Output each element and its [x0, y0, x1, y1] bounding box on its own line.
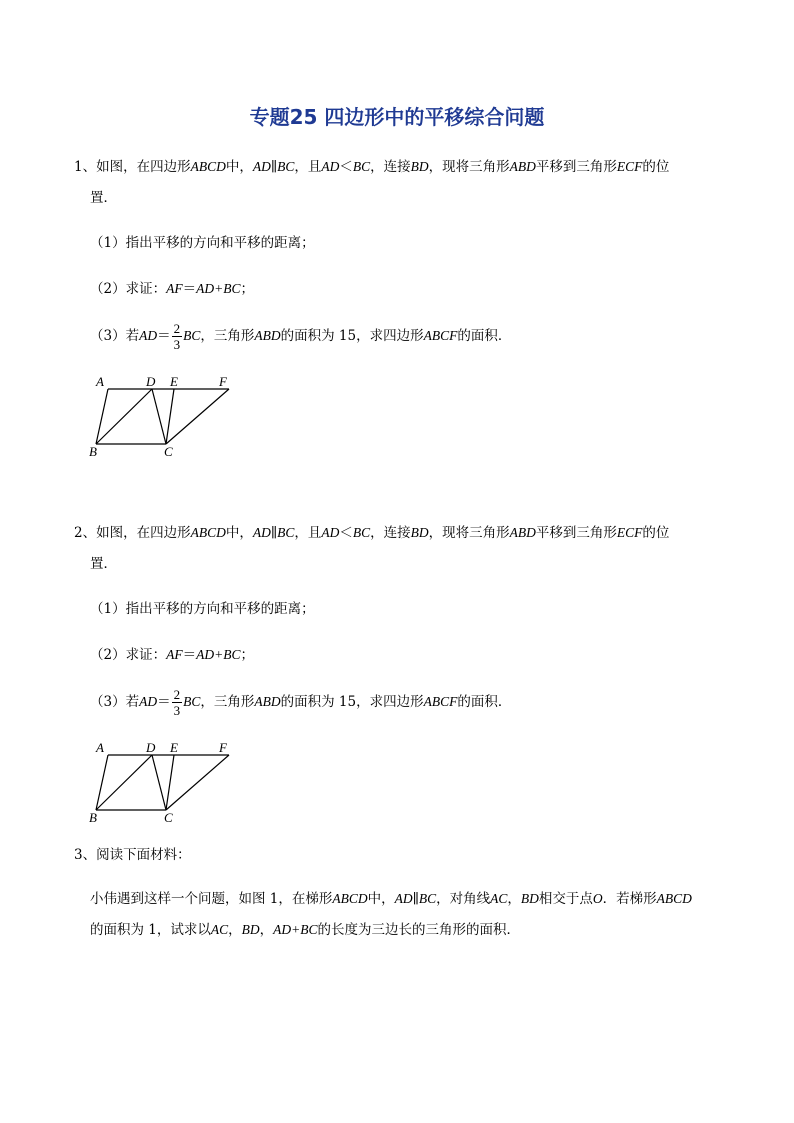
label-F: F [219, 740, 227, 755]
text: ，连接 [370, 525, 411, 541]
math-var: AF [166, 647, 183, 662]
text: 如图，在四边形 [96, 159, 191, 175]
text: ； [240, 281, 254, 297]
math-expr: AD+BC [196, 281, 241, 296]
page-title: 专题25 四边形中的平移综合问题 [249, 105, 545, 129]
q3-intro [74, 846, 191, 864]
text: （3）若 [90, 328, 140, 344]
math-var: BC [277, 159, 295, 174]
text: ∥ [270, 525, 278, 541]
segment-CE [166, 755, 174, 810]
math-var: ABCD [332, 891, 368, 906]
figure-lines [96, 389, 229, 444]
label-E: E [170, 740, 178, 755]
label-F: F [219, 374, 227, 389]
math-var: BC [418, 891, 437, 906]
numerator: 2 [173, 321, 181, 336]
math-var: BD [241, 922, 260, 937]
text: 的位 [642, 525, 670, 541]
q1-part2 [90, 280, 254, 298]
segment-CF [166, 389, 229, 444]
math-var: BD [410, 525, 429, 540]
text: ； [240, 647, 254, 663]
text: ， [507, 891, 521, 907]
text: ＝ [157, 328, 171, 344]
text: 平移到三角形 [535, 525, 617, 541]
numerator: 2 [173, 687, 181, 702]
math-var: ABD [254, 328, 281, 343]
math-var: ABCF [423, 328, 458, 343]
math-var: O [592, 891, 603, 906]
label-C: C [164, 810, 173, 825]
text: 阅读下面材料： [96, 847, 191, 863]
text: ，三角形 [200, 694, 255, 710]
segment-CF [166, 755, 229, 810]
text: 中， [367, 891, 395, 907]
question-number: 3、 [74, 847, 97, 863]
q3-material-line1 [90, 890, 692, 908]
math-var: AD [394, 891, 413, 906]
math-var: BD [520, 891, 539, 906]
math-var: BC [352, 525, 371, 540]
text: 的面积． [457, 328, 512, 344]
text: 的长度为三边长的三角形的面积． [317, 922, 521, 938]
math-var: ABD [509, 159, 536, 174]
math-var: AC [210, 922, 229, 937]
text: ＝ [157, 694, 171, 710]
text: 的位 [642, 159, 670, 175]
label-E: E [170, 374, 178, 389]
segment-AB [96, 389, 108, 444]
q1-part1: （1）指出平移的方向和平移的距离； [90, 235, 315, 251]
text: 的面积． [457, 694, 512, 710]
text: （3）若 [90, 694, 140, 710]
segment-AB [96, 755, 108, 810]
segment-CE [166, 389, 174, 444]
math-var: AD [321, 525, 340, 540]
fraction [172, 322, 183, 351]
figure-lines [96, 755, 229, 810]
q2-stem-line1 [74, 524, 669, 542]
math-var: ABCD [190, 525, 226, 540]
q1-figure [86, 372, 246, 462]
segment-DC [152, 389, 166, 444]
math-var: ABD [254, 694, 281, 709]
q2-part2 [90, 646, 254, 664]
text: ， [259, 922, 274, 938]
label-B: B [89, 810, 97, 825]
text: （2）求证： [90, 647, 167, 663]
q1-stem-line2: 置． [90, 190, 117, 206]
q2-stem-line2: 置． [90, 556, 117, 572]
math-var: BC [183, 328, 201, 343]
label-B: B [89, 444, 97, 459]
math-var: BC [183, 694, 201, 709]
text: 的面积为 1，试求以 [90, 922, 211, 938]
math-var: AF [166, 281, 183, 296]
segment-DC [152, 755, 166, 810]
text: ，三角形 [200, 328, 255, 344]
text: ＝ [182, 281, 197, 297]
math-var: AD [252, 525, 271, 540]
segment-BD [96, 389, 152, 444]
q1-stem-line1 [74, 158, 669, 176]
math-expr: AD+BC [273, 922, 318, 937]
question-number: 1、 [74, 159, 97, 175]
text: ，现将三角形 [428, 159, 510, 175]
text: 相交于点 [538, 891, 593, 907]
math-var: BC [352, 159, 371, 174]
text: ，且 [294, 159, 322, 175]
label-D: D [146, 740, 156, 755]
q1-part3 [90, 322, 511, 351]
q2-part3 [90, 688, 511, 717]
math-var: ECF [616, 159, 643, 174]
math-var: ABCF [423, 694, 458, 709]
text: 中， [225, 525, 253, 541]
math-var: AD [139, 694, 158, 709]
text: ＜ [339, 525, 353, 541]
text: ∥ [412, 891, 419, 907]
q2-figure [86, 738, 246, 828]
text: ．若梯形 [602, 891, 657, 907]
text: （2）求证： [90, 281, 167, 297]
math-var: AD [139, 328, 158, 343]
text: ，且 [294, 525, 322, 541]
text: 的面积为 15，求四边形 [280, 328, 424, 344]
math-var: ABCD [656, 891, 692, 906]
denominator: 3 [173, 337, 181, 352]
label-C: C [164, 444, 173, 459]
math-var: AC [490, 891, 508, 906]
text: ＜ [339, 159, 353, 175]
text: ，现将三角形 [428, 525, 510, 541]
text: 如图，在四边形 [96, 525, 191, 541]
math-var: ABCD [190, 159, 226, 174]
math-var: ECF [616, 525, 643, 540]
math-var: ABD [509, 525, 536, 540]
text: ∥ [270, 159, 278, 175]
label-A: A [96, 740, 104, 755]
math-var: AD [321, 159, 340, 174]
text: ，连接 [370, 159, 411, 175]
text: 平移到三角形 [535, 159, 617, 175]
q3-material-line2 [90, 921, 520, 939]
math-expr: AD+BC [196, 647, 241, 662]
label-A: A [96, 374, 104, 389]
math-var: BC [277, 525, 295, 540]
fraction [172, 688, 183, 717]
q2-part1: （1）指出平移的方向和平移的距离； [90, 601, 315, 617]
math-var: AD [252, 159, 271, 174]
text: 小伟遇到这样一个问题，如图 1，在梯形 [90, 891, 333, 907]
question-number: 2、 [74, 525, 97, 541]
math-var: BD [410, 159, 429, 174]
text: ，对角线 [436, 891, 491, 907]
text: ＝ [182, 647, 197, 663]
text: ， [228, 922, 242, 938]
segment-BD [96, 755, 152, 810]
label-D: D [146, 374, 156, 389]
text: 中， [225, 159, 253, 175]
text: 的面积为 15，求四边形 [280, 694, 424, 710]
denominator: 3 [173, 703, 181, 718]
